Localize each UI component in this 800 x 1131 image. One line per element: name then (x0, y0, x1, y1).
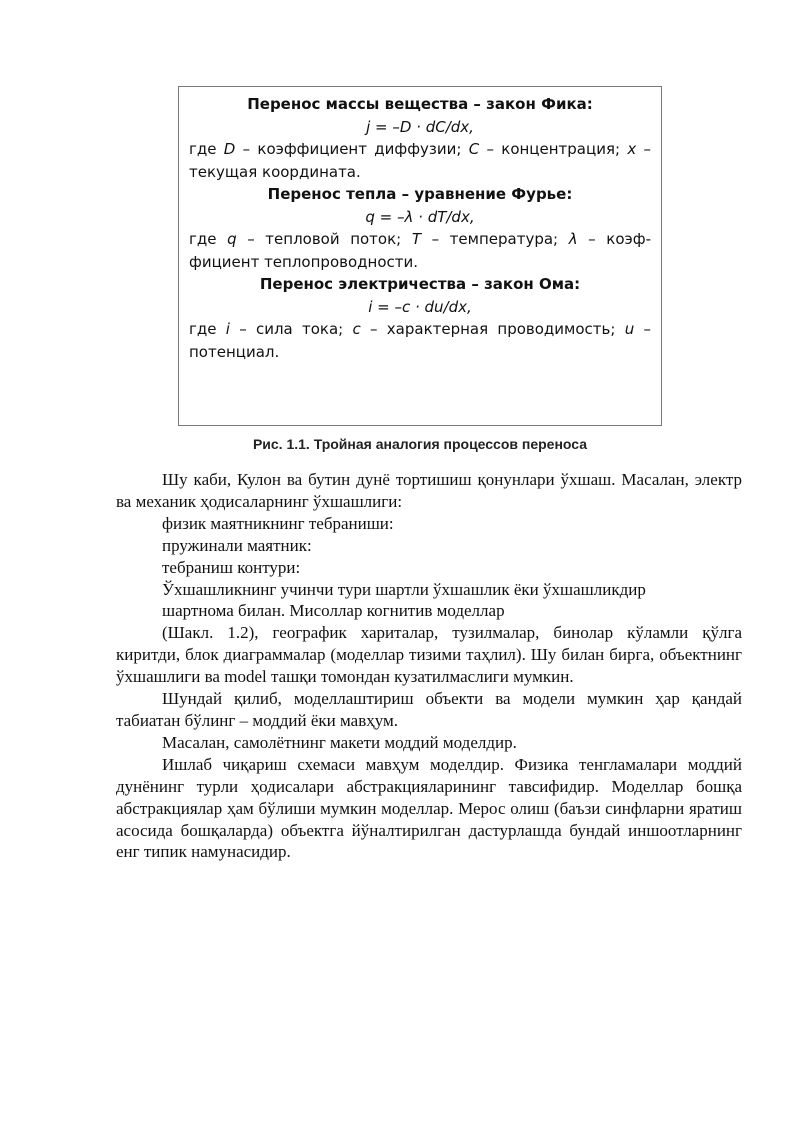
paragraph-6: (Шакл. 1.2), географик хариталар, тузилмалар, бинолар кўламли қўлга киритди, блок диаграммалар (моделлар тизими таҳлил). Шу билан бирга, объектнинг ўхшашлиги ва model ташқи томондан кузатилмаслиги мумкин. (116, 623, 742, 687)
fick-law-formula: j = –D · dC/dx, (366, 117, 474, 136)
variable-symbol: c (352, 320, 361, 338)
list-item-3: тебраниш контури: (162, 557, 301, 577)
variable-symbol: x (627, 140, 637, 158)
ohm-law-description: где i – сила тока; c – характерная проводимость; u – потенциал. (189, 320, 651, 361)
figure-caption: Рис. 1.1. Тройная аналогия процессов переноса (252, 436, 588, 452)
fick-law-heading: Перенос массы вещества – закон Фика: (247, 95, 593, 113)
paragraph-1: Шу каби, Кулон ва бутин дунё тортишиш қонунлари ўхшаш. Масалан, электр ва механик ҳодисаларнинг ўхшашлиги: (116, 470, 742, 511)
line-4: Ўхшашликнинг учинчи тури шартли ўхшашлик ёки ўхшашликдир (162, 579, 646, 599)
fourier-law-formula: q = –λ · dT/dx, (365, 207, 475, 226)
variable-symbol: T (411, 230, 421, 248)
variable-symbol: i (225, 320, 230, 338)
variable-symbol: D (223, 140, 236, 158)
fourier-law-description: где q – тепловой поток; T – температура; λ – коэффициент теплопроводности. (189, 230, 651, 271)
fick-law-description: где D – коэффициент диффузии; C – концентрация; x – текущая координата. (189, 140, 651, 181)
variable-symbol: C (468, 140, 480, 158)
paragraph-9: Ишлаб чиқариш схемаси мавҳум моделдир. Физика тенгламалари моддий дунёнинг турли ҳодисалари абстракцияларининг тавсифидир. Моделлар бошқа абстракциялар ҳам бўлиши мумкин моделлар. Мерос олиш (баъзи синфларни яратиш асосида бошқаларда) объектга йўналтирилган дастурлашда бундай иншоотларнинг енг типик намунасидир. (116, 754, 742, 862)
paragraph-7: Шундай қилиб, моделлаштириш объекти ва модели мумкин ҳар қандай табиатан бўлинг – моддий ёки мавҳум. (116, 689, 742, 730)
fourier-law-heading: Перенос тепла – уравнение Фурье: (267, 185, 573, 203)
ohm-law-formula: i = –c · du/dx, (368, 297, 472, 316)
figure-1-1 (178, 86, 662, 426)
body-text (116, 469, 742, 863)
ohm-law-heading: Перенос электричества – закон Ома: (259, 275, 581, 293)
paragraph-8: Масалан, самолётнинг макети моддий моделдир. (162, 732, 517, 752)
list-item-2: пружинали маятник: (162, 535, 312, 555)
list-item-1: физик маятникнинг тебраниши: (162, 513, 394, 533)
variable-symbol: q (227, 230, 237, 248)
line-5: шартнома билан. Мисоллар когнитив моделлар (162, 601, 505, 621)
variable-symbol: λ (568, 230, 578, 248)
variable-symbol: u (624, 320, 635, 338)
